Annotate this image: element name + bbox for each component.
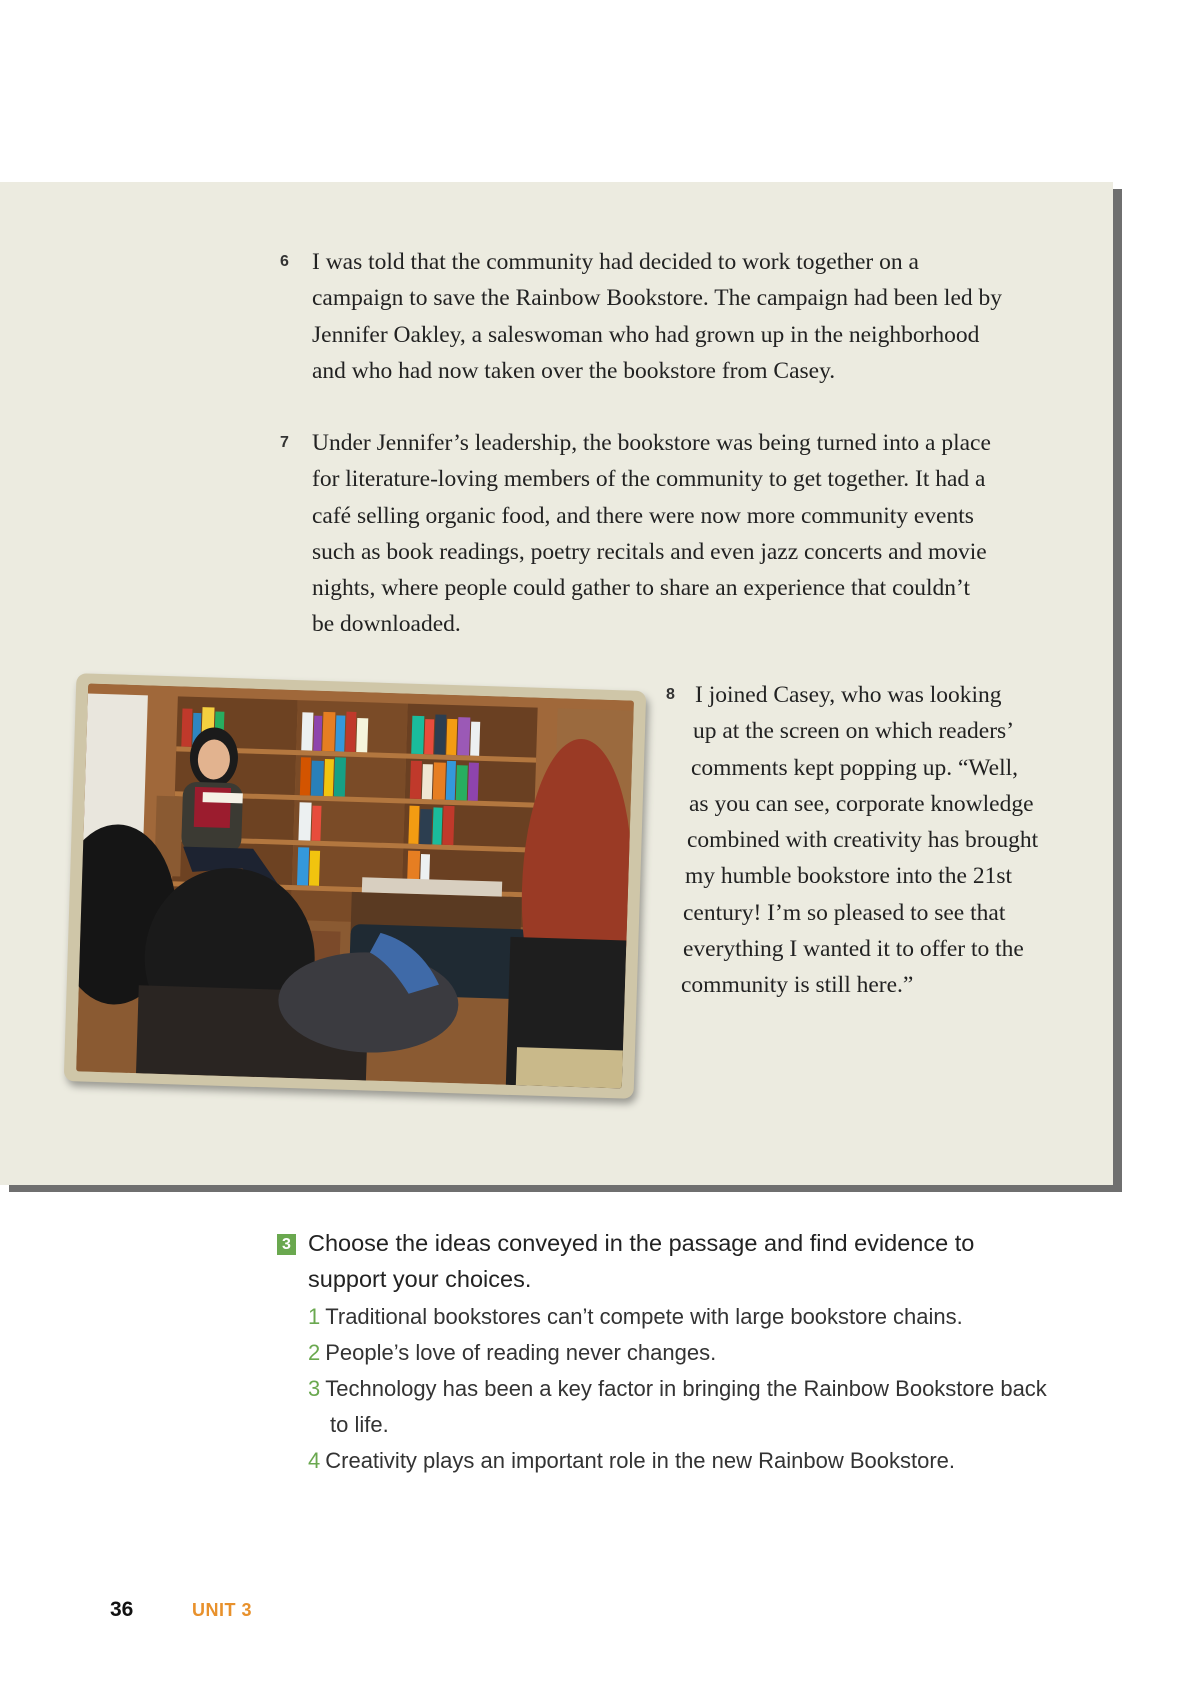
bookstore-photo (64, 673, 647, 1099)
paragraph-line: community is still here.” (681, 972, 914, 999)
item-text: Creativity plays an important role in the new Rainbow Bookstore. (325, 1448, 955, 1473)
paragraph-number: 8 (666, 686, 675, 703)
paragraph-line: be downloaded. (312, 611, 461, 638)
paragraph-line: campaign to save the Rainbow Bookstore. The campaign had been led by (312, 285, 1003, 312)
item-number: 3 (308, 1376, 321, 1401)
paragraph-line: I joined Casey, who was looking (695, 682, 1002, 708)
paragraph-6 (280, 244, 1003, 389)
item-number: 1 (308, 1304, 321, 1329)
paragraph-number: 6 (280, 253, 289, 270)
paragraph-line: such as book readings, poetry recitals and even jazz concerts and movie (312, 538, 987, 565)
item-text: Technology has been a key factor in bringing the Rainbow Bookstore back (325, 1376, 1047, 1401)
prompt-line: Choose the ideas conveyed in the passage and find evidence to (308, 1230, 975, 1256)
paragraph-line: for literature-loving members of the community to get together. It had a (312, 466, 986, 493)
paragraph-line: café selling organic food, and there were now more community events (312, 502, 974, 529)
paragraph-line: I was told that the community had decided to work together on a (312, 249, 919, 275)
paragraph-line: as you can see, corporate knowledge (689, 790, 1034, 817)
list-item (308, 1335, 716, 1371)
paragraph-line: comments kept popping up. “Well, (691, 754, 1019, 781)
list-item (308, 1299, 963, 1335)
paragraph-line: and who had now taken over the bookstore from Casey. (312, 357, 836, 384)
item-number: 4 (308, 1448, 321, 1473)
list-item (308, 1371, 1047, 1443)
paragraph-line: nights, where people could gather to share an experience that couldn’t (312, 575, 970, 602)
paragraph-line: combined with creativity has brought (687, 827, 1039, 854)
list-item (308, 1443, 955, 1479)
item-text: People’s love of reading never changes. (325, 1340, 717, 1365)
paragraph-line: century! I’m so pleased to see that (683, 899, 1006, 926)
item-text: Traditional bookstores can’t compete with large bookstore chains. (325, 1304, 963, 1329)
paragraph-number: 7 (280, 434, 289, 451)
unit-label: UNIT 3 (192, 1600, 253, 1620)
paragraph-line: Under Jennifer’s leadership, the bookstore was being turned into a place (312, 430, 991, 456)
paragraph-line: up at the screen on which readers’ (693, 718, 1015, 745)
paragraph-line: everything I wanted it to offer to the (683, 936, 1024, 963)
bookstore-reading-illustration (76, 684, 634, 1089)
paragraph-7 (280, 425, 991, 643)
paragraph-8 (666, 677, 1039, 1004)
prompt-line: support your choices. (308, 1266, 532, 1293)
paragraph-line: Jennifer Oakley, a saleswoman who had grown up in the neighborhood (312, 321, 980, 348)
page-number: 36 (110, 1598, 134, 1621)
item-number: 2 (308, 1340, 321, 1365)
paragraph-line: my humble bookstore into the 21st (685, 863, 1013, 890)
item-text-continued: to life. (330, 1412, 389, 1437)
exercise-prompt (308, 1225, 974, 1298)
exercise-number-badge: 3 (277, 1234, 296, 1255)
